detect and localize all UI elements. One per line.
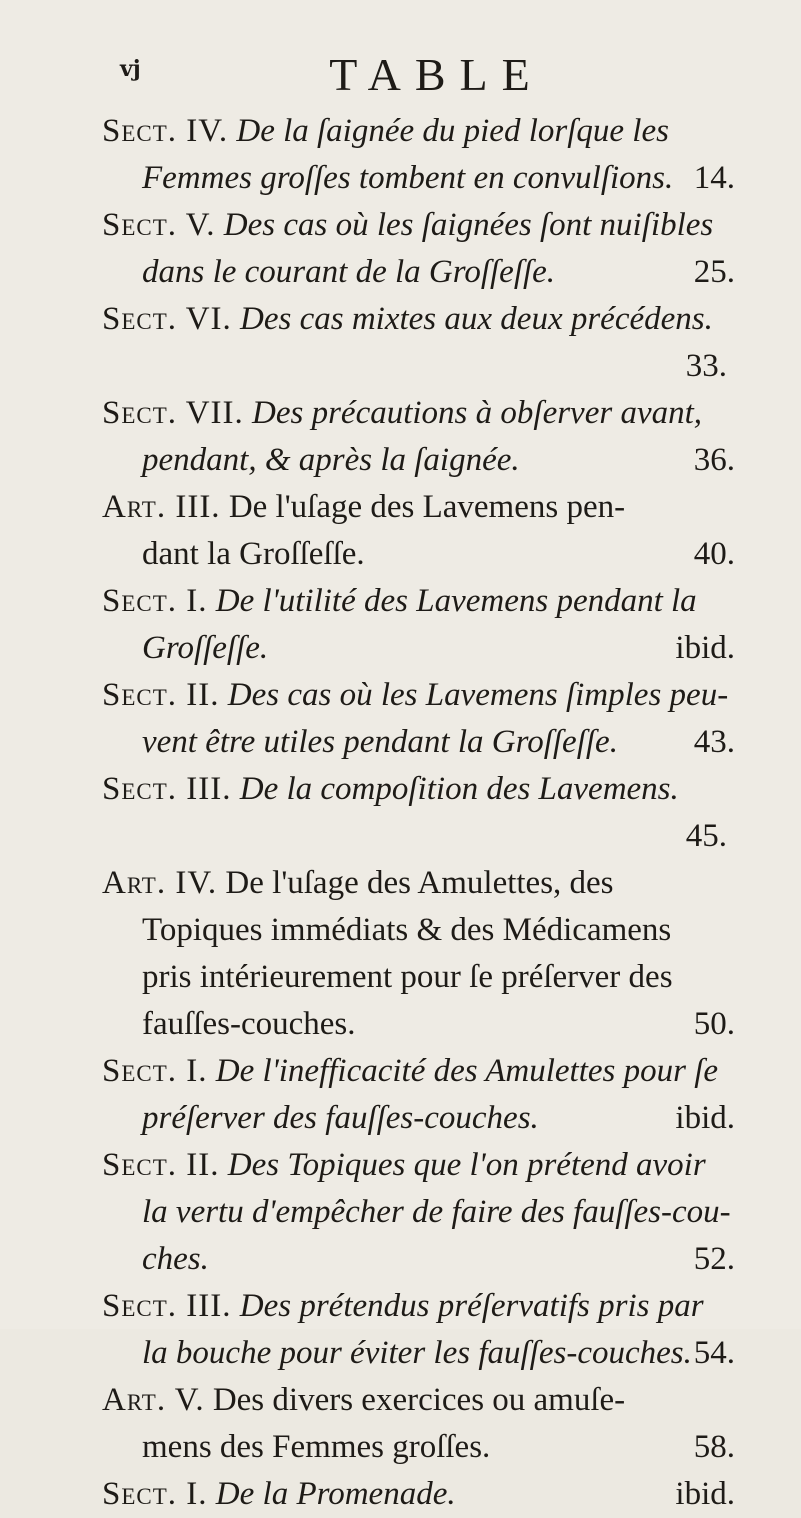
entry-lead: Art. IV. [102,865,218,901]
entry-page-number: 54. [693,1335,735,1371]
entry-lead: Sect. I. [102,1053,208,1089]
toc-section-entry [102,1471,741,1518]
toc-section-entry [102,578,741,672]
entry-text: dant la Groſſeſſe. [142,536,365,572]
entry-text: De l'inefficacité des Amulettes pour ſe [215,1053,719,1089]
entry-line [102,1424,741,1471]
entry-lead: Sect. II. [102,1147,220,1183]
toc-section-entry [102,1142,741,1283]
entry-line [102,766,741,813]
entry-text: Des cas mixtes aux deux précédens. [240,301,713,337]
entry-text: ches. [142,1241,209,1277]
entry-page-number: 52. [693,1241,735,1277]
entry-line [102,672,741,719]
entry-text: fauſſes-couches. [142,1006,356,1042]
table-of-contents [102,108,741,1518]
entry-line [102,531,741,578]
toc-section-entry [102,766,741,860]
entry-page-number: 36. [693,442,735,478]
entry-line [102,1377,741,1424]
entry-text: pendant, & après la ſaignée. [142,442,520,478]
entry-line [102,719,741,766]
entry-text: vent être utiles pendant la Groſſeſſe. [142,724,618,760]
entry-page-number: ibid. [675,630,735,666]
entry-page-number: 25. [693,254,735,290]
running-title: TABLE [329,49,544,100]
entry-line [102,954,741,1001]
entry-line [102,390,741,437]
entry-line [102,625,741,672]
entry-line [102,578,741,625]
entry-line [102,1471,741,1518]
entry-page-number: 43. [693,724,735,760]
toc-article-entry [102,860,741,1048]
entry-text: Femmes groſſes tombent en convulſions. [142,160,674,196]
toc-section-entry [102,1048,741,1142]
entry-line [102,1095,741,1142]
entry-text: préſerver des fauſſes-couches. [142,1100,539,1136]
toc-section-entry [102,672,741,766]
entry-text: Des Topiques que l'on prétend avoir [227,1147,706,1183]
toc-section-entry [102,1283,741,1377]
entry-line [102,1048,741,1095]
toc-article-entry [102,484,741,578]
entry-text: De l'utilité des Lavemens pendant la [215,583,697,619]
page-header [102,48,741,108]
entry-line [102,484,741,531]
entry-line [102,907,741,954]
entry-text: De la Promenade. [215,1476,456,1512]
entry-text: Des prétendus préſervatifs pris par [239,1288,704,1324]
entry-lead: Sect. III. [102,1288,232,1324]
entry-lead: Sect. II. [102,677,220,713]
entry-line [102,249,741,296]
entry-text: De la compoſition des Lavemens. [239,771,679,807]
entry-text: mens des Femmes groſſes. [142,1429,491,1465]
entry-page-number: ibid. [675,1476,735,1512]
folio-number: vj [120,56,141,82]
entry-line [102,1001,741,1048]
entry-text: De l'uſage des Amulettes, des [225,865,614,901]
entry-page-number: 40. [693,536,735,572]
entry-lead: Art. III. [102,489,221,525]
entry-line [102,1189,741,1236]
entry-text: pris intérieurement pour ſe préſerver des [142,959,673,995]
entry-text: De la ſaignée du pied lorſque les [236,113,669,149]
entry-line [102,202,741,249]
entry-text: la vertu d'empêcher de faire des fauſſes-cou- [142,1194,731,1230]
entry-page-number: 45. [685,818,727,854]
entry-lead: Sect. I. [102,1476,208,1512]
toc-section-entry [102,202,741,296]
entry-text: De l'uſage des Lavemens pen- [228,489,626,525]
entry-lead: Sect. III. [102,771,232,807]
toc-article-entry [102,1377,741,1471]
entry-text: Des cas où les Lavemens ſimples peu- [227,677,729,713]
entry-line [102,860,741,907]
entry-text: dans le courant de la Groſſeſſe. [142,254,556,290]
entry-text: Des cas où les ſaignées ſont nuiſibles [223,207,714,243]
entry-text: Des divers exercices ou amuſe- [212,1382,626,1418]
entry-page-number: 14. [693,160,735,196]
entry-line [102,108,741,155]
entry-line [102,1330,741,1377]
entry-lead: Sect. VII. [102,395,244,431]
entry-line [102,155,741,202]
entry-line [102,296,741,343]
entry-line [102,437,741,484]
entry-lead: Sect. IV. [102,113,229,149]
entry-line [102,1283,741,1330]
entry-page-number: 33. [685,348,727,384]
entry-text: Topiques immédiats & des Médicamens [142,912,672,948]
toc-section-entry [102,108,741,202]
entry-page-number: ibid. [675,1100,735,1136]
entry-text: Des précautions à obſerver avant, [252,395,703,431]
entry-line [102,1142,741,1189]
entry-lead: Sect. VI. [102,301,232,337]
entry-lead: Art. V. [102,1382,205,1418]
entry-lead: Sect. V. [102,207,216,243]
entry-lead: Sect. I. [102,583,208,619]
toc-section-entry [102,296,741,390]
entry-text: Groſſeſſe. [142,630,269,666]
entry-page-number: 58. [693,1429,735,1465]
toc-section-entry [102,390,741,484]
entry-page-number: 50. [693,1006,735,1042]
entry-text: la bouche pour éviter les fauſſes-couches. [142,1335,692,1371]
entry-line [102,1236,741,1283]
